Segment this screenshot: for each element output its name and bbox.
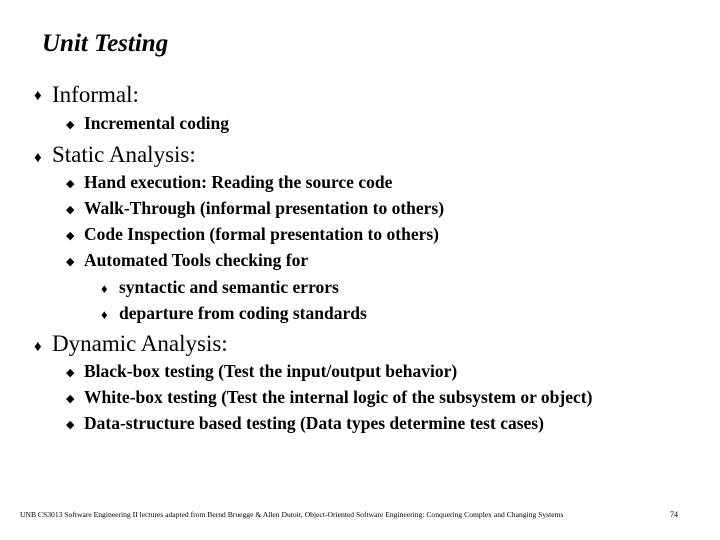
item-bullet-icon: ◆	[66, 119, 75, 131]
section-bullet-icon: ♦	[34, 150, 42, 166]
item-bullet-icon: ◆	[66, 419, 75, 431]
page-number: 74	[670, 510, 678, 519]
subitem-bullet-icon: ♦	[101, 307, 108, 322]
item-bullet-icon: ◆	[66, 367, 75, 379]
item-bullet-icon: ◆	[66, 256, 75, 268]
item-bullet-icon: ◆	[66, 230, 75, 242]
section-heading-static-analysis: Static Analysis:	[52, 142, 196, 167]
section-heading-informal: Informal:	[52, 82, 139, 107]
section-bullet-icon: ♦	[34, 339, 42, 355]
list-subitem: departure from coding standards	[119, 303, 367, 323]
list-item: Incremental coding	[84, 113, 230, 133]
list-item: White-box testing (Test the internal logic of the subsystem or object)	[84, 387, 593, 407]
list-item: Walk-Through (informal presentation to others)	[84, 198, 445, 218]
list-item: Code Inspection (formal presentation to others)	[84, 224, 439, 244]
list-item: Hand execution: Reading the source code	[84, 172, 393, 192]
item-bullet-icon: ◆	[66, 393, 75, 405]
slide-title: Unit Testing	[42, 30, 169, 57]
section-heading-dynamic-analysis: Dynamic Analysis:	[52, 331, 228, 356]
item-bullet-icon: ◆	[66, 204, 75, 216]
list-item: Black-box testing (Test the input/output behavior)	[84, 361, 458, 381]
section-bullet-icon: ♦	[34, 88, 42, 104]
list-item: Data-structure based testing (Data types determine test cases)	[84, 413, 544, 433]
item-bullet-icon: ◆	[66, 178, 75, 190]
list-item: Automated Tools checking for	[84, 250, 309, 270]
footer-citation: UNB CS3013 Software Engineering II lectures adapted from Bernd Bruegge & Allen Dutoit, Object-Oriented Software Engineering: Conquering Complex and Changing Systems	[20, 510, 564, 519]
subitem-bullet-icon: ♦	[101, 281, 108, 296]
list-subitem: syntactic and semantic errors	[119, 277, 339, 297]
